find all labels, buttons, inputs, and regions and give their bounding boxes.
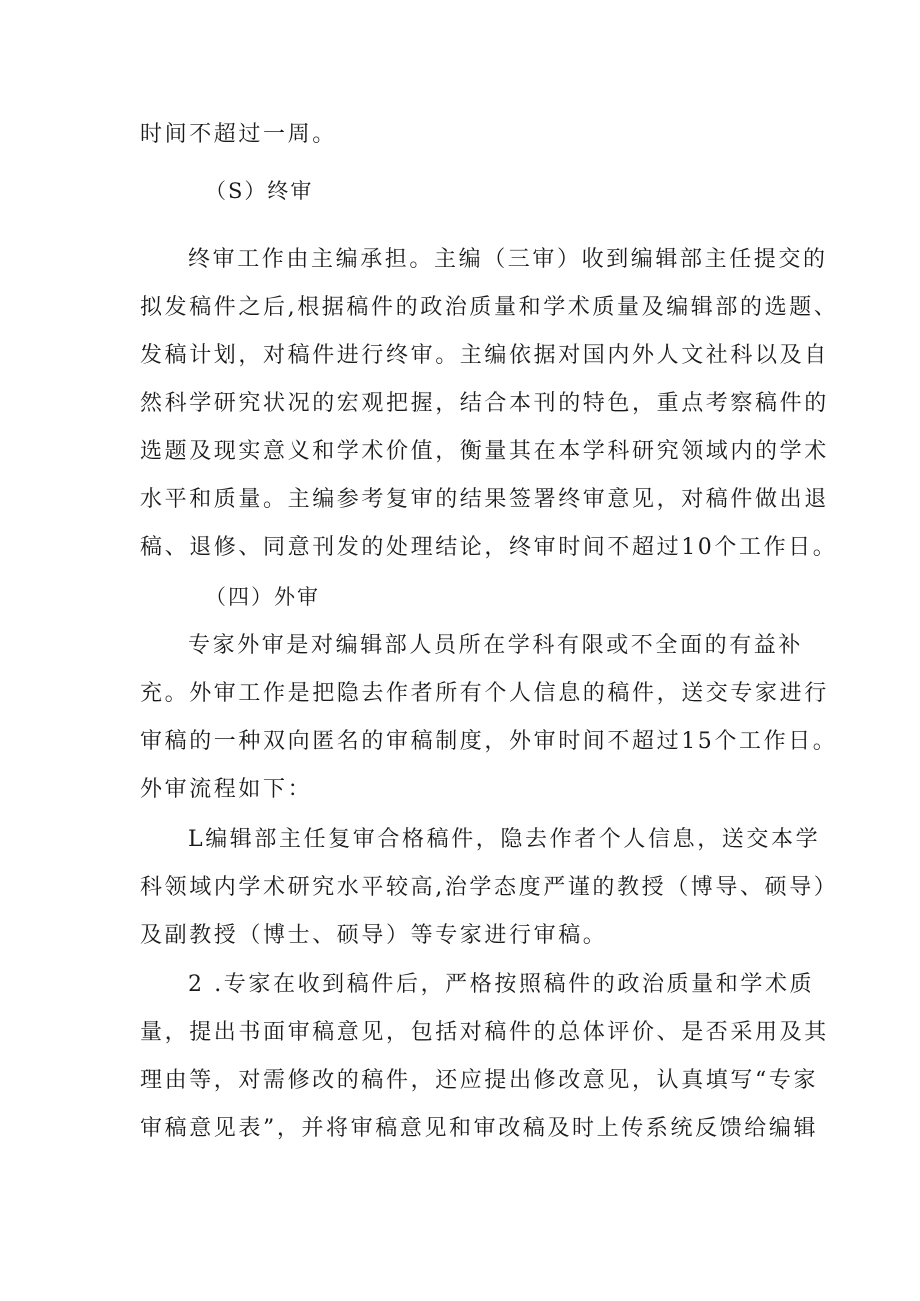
paragraph-line: 水平和质量。主编参考复审的结果签署终审意见，对稿件做出退 [140, 487, 829, 512]
paragraph-line: 审稿的一种双向匿名的审稿制度，外审时间不超过15个工作日。 [140, 729, 838, 754]
list-item-step-1: L编辑部主任复审合格稿件，隐去作者个人信息，送交本学 [188, 827, 821, 852]
paragraph-line: 充。外审工作是把隐去作者所有个人信息的稿件，送交专家进行 [140, 681, 829, 706]
paragraph-line-continued: 时间不超过一周。 [140, 122, 337, 147]
list-item-step-2: 2 .专家在收到稿件后，严格按照稿件的政治质量和学术质 [188, 972, 815, 997]
section-heading-external-review: （四）外审 [205, 585, 320, 609]
paragraph-line: 外审流程如下： [140, 777, 313, 802]
paragraph-line: 然科学研究状况的宏观把握，结合本刊的特色，重点考察稿件的 [140, 391, 829, 416]
paragraph-line: 审稿意见表”，并将审稿意见和审改稿及时上传系统反馈给编辑 [140, 1116, 819, 1141]
paragraph-line: 科领域内学术研究水平较高,治学态度严谨的教授（博导、硕导） [140, 875, 839, 900]
paragraph-line: 及副教授（博士、硕导）等专家进行审稿。 [140, 923, 608, 948]
paragraph-line: 发稿计划，对稿件进行终审。主编依据对国内外人文社科以及自 [140, 343, 829, 368]
paragraph-line: 拟发稿件之后,根据稿件的政治质量和学术质量及编辑部的选题、 [140, 295, 839, 320]
paragraph-line: 终审工作由主编承担。主编（三审）收到编辑部主任提交的 [188, 247, 828, 272]
paragraph-line: 量，提出书面审稿意见，包括对稿件的总体评价、是否采用及其 [140, 1020, 829, 1045]
paragraph-line: 稿、退修、同意刊发的处理结论，终审时间不超过10个工作日。 [140, 535, 838, 560]
paragraph-line: 专家外审是对编辑部人员所在学科有限或不全面的有益补 [188, 633, 804, 658]
paragraph-line: 理由等，对需修改的稿件，还应提出修改意见，认真填写“专家 [140, 1068, 819, 1093]
paragraph-line: 选题及现实意义和学术价值，衡量其在本学科研究领域内的学术 [140, 439, 829, 464]
section-heading-final-review: （S）终审 [205, 179, 314, 203]
